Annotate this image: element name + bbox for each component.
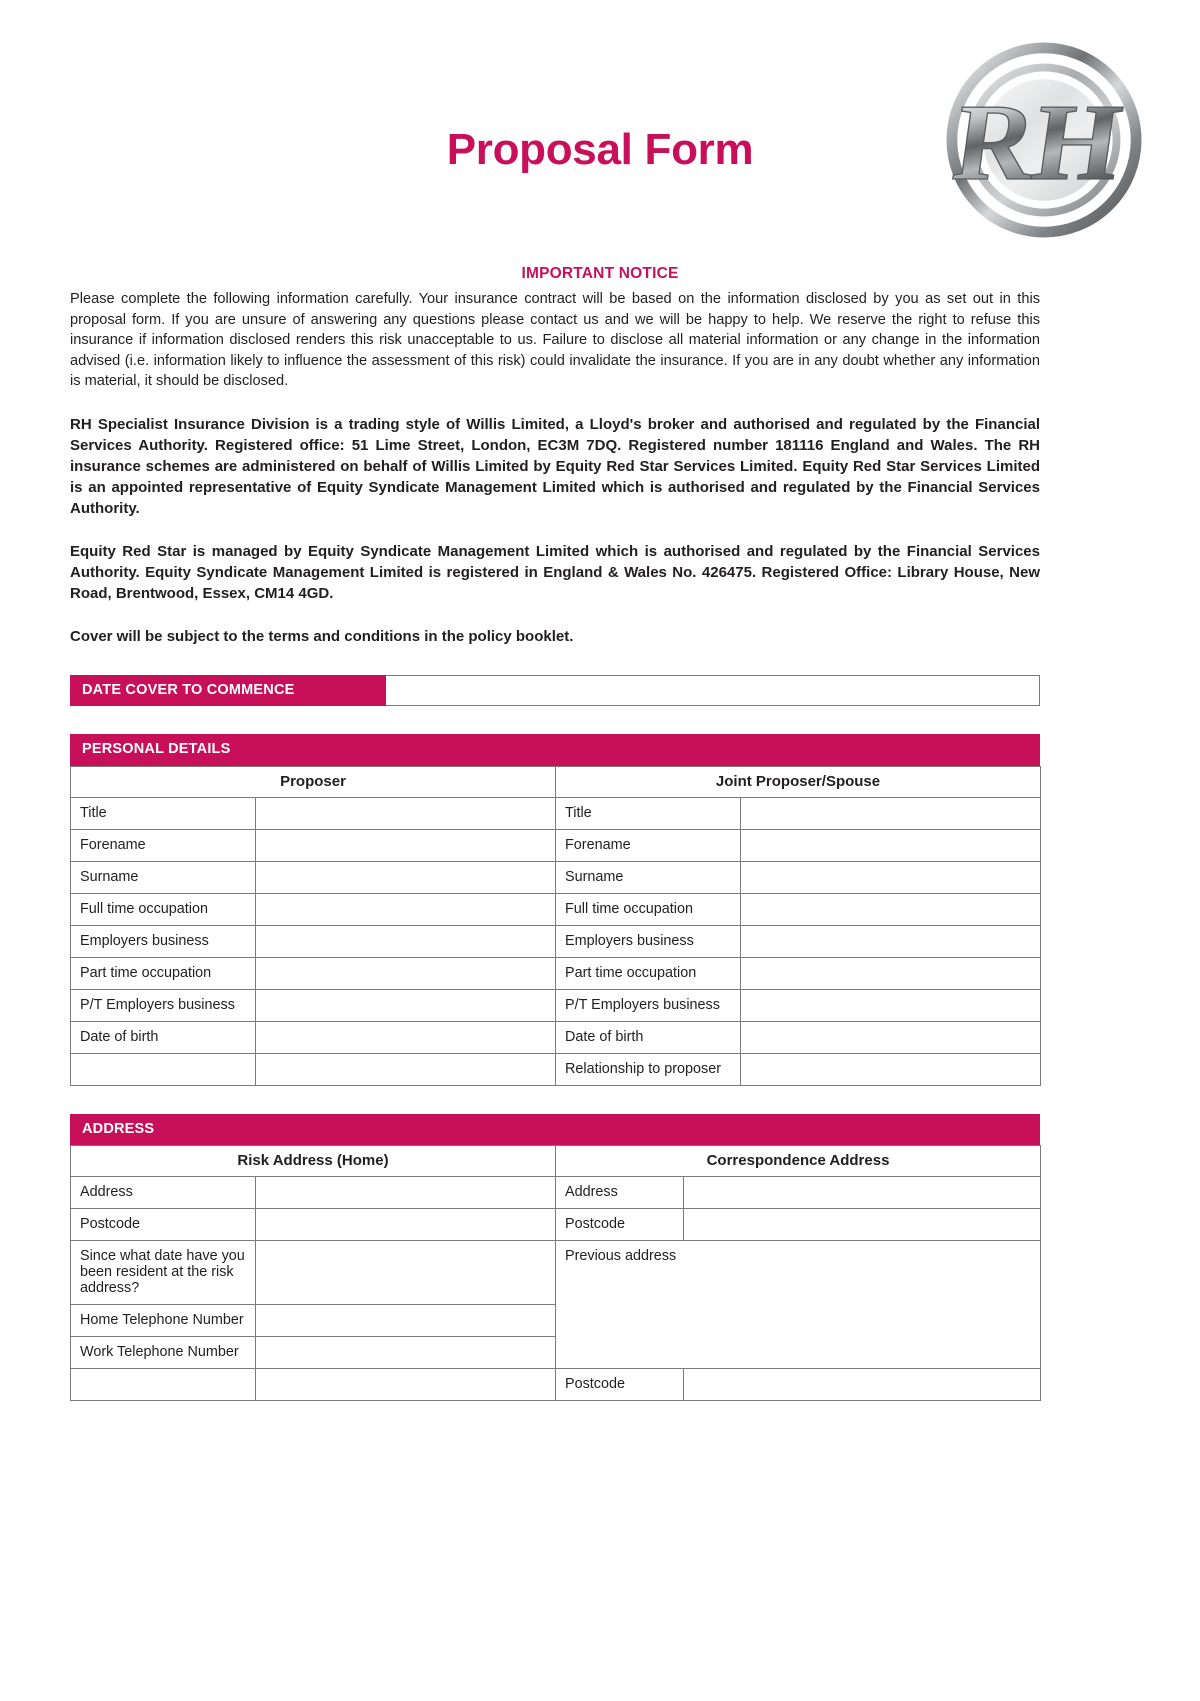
row-input-proposer[interactable] — [256, 925, 556, 957]
row-input-joint[interactable] — [741, 1021, 1041, 1053]
row-input-correspondence[interactable] — [684, 1369, 1041, 1401]
notice-paragraph: Please complete the following information carefully. Your insurance contract will be based on the information disclosed by you as set out in this proposal form. If you are unsure of answering any questions please contact us and we will be happy to help. We reserve the right to refuse this insurance if information disclosed renders this risk unacceptable to us. Failure to disclose all material information or any change in the information advised (i.e. information likely to influence the assessment of this risk) could invalidate the insurance. If you are in any doubt whether any information is material, it should be disclosed. — [70, 291, 1040, 389]
notice-block — [0, 265, 1200, 647]
proposer-column-header: Proposer — [71, 766, 556, 797]
row-label-joint: P/T Employers business — [556, 989, 741, 1021]
row-input-joint[interactable] — [741, 861, 1041, 893]
row-input-proposer[interactable] — [256, 797, 556, 829]
row-input-risk[interactable] — [256, 1337, 556, 1369]
row-input-joint[interactable] — [741, 925, 1041, 957]
address-table — [70, 1145, 1041, 1401]
row-label-correspondence: Address — [556, 1177, 684, 1209]
address-section — [70, 1114, 1040, 1402]
row-input-proposer[interactable] — [256, 861, 556, 893]
row-input-joint[interactable] — [741, 797, 1041, 829]
row-label-joint: Surname — [556, 861, 741, 893]
row-label-proposer: Part time occupation — [71, 957, 256, 989]
row-label-proposer: Employers business — [71, 925, 256, 957]
row-label-joint: Full time occupation — [556, 893, 741, 925]
row-input-risk[interactable] — [256, 1209, 556, 1241]
row-label-proposer: Full time occupation — [71, 893, 256, 925]
table-header-row — [71, 766, 1041, 797]
row-input-risk[interactable] — [256, 1177, 556, 1209]
row-label-risk-empty — [71, 1369, 256, 1401]
table-row — [71, 1209, 1041, 1241]
row-label-proposer: Surname — [71, 861, 256, 893]
date-cover-section — [70, 675, 1040, 707]
row-input-proposer[interactable] — [256, 957, 556, 989]
cover-terms-paragraph: Cover will be subject to the terms and conditions in the policy booklet. — [70, 627, 574, 645]
row-label-proposer: Date of birth — [71, 1021, 256, 1053]
joint-proposer-column-header: Joint Proposer/Spouse — [556, 766, 1041, 797]
row-input-proposer[interactable] — [256, 1021, 556, 1053]
rh-division-paragraph: RH Specialist Insurance Division is a trading style of Willis Limited, a Lloyd's broker and authorised and regulated by the Financial Services Authority. Registered office: 51 Lime Street, London, EC3M 7DQ. Registered number 181116 England and Wales. The RH insurance schemes are administered on behalf of Willis Limited by Equity Red Star Services Limited. Equity Red Star Services Limited is an appointed representative of Equity Syndicate Management Limited which is authorised and regulated by the Financial Services Authority. — [70, 415, 1040, 517]
table-row — [71, 1053, 1041, 1085]
address-heading: ADDRESS — [70, 1114, 1040, 1146]
row-label-joint: Relationship to proposer — [556, 1053, 741, 1085]
row-input-proposer[interactable] — [256, 989, 556, 1021]
personal-details-heading: PERSONAL DETAILS — [70, 734, 1040, 766]
page-title: Proposal Form — [446, 125, 754, 174]
row-label-proposer: Title — [71, 797, 256, 829]
row-label-joint: Title — [556, 797, 741, 829]
row-label-correspondence: Postcode — [556, 1369, 684, 1401]
svg-text:RH: RH — [946, 81, 1129, 204]
table-row — [71, 1177, 1041, 1209]
row-input-joint[interactable] — [741, 957, 1041, 989]
date-cover-label: DATE COVER TO COMMENCE — [70, 675, 386, 707]
table-row — [71, 957, 1041, 989]
row-input-proposer[interactable] — [256, 829, 556, 861]
table-row — [71, 989, 1041, 1021]
row-input-joint[interactable] — [741, 1053, 1041, 1085]
row-label-risk: Address — [71, 1177, 256, 1209]
table-row — [71, 829, 1041, 861]
row-input-correspondence[interactable] — [684, 1177, 1041, 1209]
row-label-proposer-empty — [71, 1053, 256, 1085]
table-row — [71, 1021, 1041, 1053]
row-input-proposer-empty — [256, 1053, 556, 1085]
row-label-joint: Date of birth — [556, 1021, 741, 1053]
row-label-joint: Forename — [556, 829, 741, 861]
date-cover-input[interactable] — [386, 675, 1040, 707]
personal-details-section — [70, 734, 1040, 1086]
row-input-risk[interactable] — [256, 1241, 556, 1305]
table-row — [71, 925, 1041, 957]
table-row — [71, 893, 1041, 925]
row-input-correspondence[interactable] — [684, 1209, 1041, 1241]
row-input-proposer[interactable] — [256, 893, 556, 925]
row-label-risk: Home Telephone Number — [71, 1305, 256, 1337]
row-label-correspondence: Postcode — [556, 1209, 684, 1241]
row-input-risk[interactable] — [256, 1305, 556, 1337]
risk-address-column-header: Risk Address (Home) — [71, 1146, 556, 1177]
table-row — [71, 1241, 1041, 1305]
table-row — [71, 861, 1041, 893]
table-row — [71, 1369, 1041, 1401]
row-label-previous-address[interactable]: Previous address — [556, 1241, 1041, 1369]
row-label-joint: Employers business — [556, 925, 741, 957]
row-input-joint[interactable] — [741, 989, 1041, 1021]
rh-logo-icon — [946, 42, 1142, 238]
row-input-risk-empty — [256, 1369, 556, 1401]
row-label-risk: Since what date have you been resident at the risk address? — [71, 1241, 256, 1305]
correspondence-address-column-header: Correspondence Address — [556, 1146, 1041, 1177]
row-label-risk: Postcode — [71, 1209, 256, 1241]
page-header — [0, 0, 1200, 265]
equity-red-star-paragraph: Equity Red Star is managed by Equity Syndicate Management Limited which is authorised and regulated by the Financial Services Authority. Equity Syndicate Management Limited is registered in England & Wales No. 426475. Registered Office: Library House, New Road, Brentwood, Essex, CM14 4GD. — [70, 542, 1040, 602]
table-header-row — [71, 1146, 1041, 1177]
row-input-joint[interactable] — [741, 893, 1041, 925]
important-notice-heading: IMPORTANT NOTICE — [521, 265, 679, 282]
row-label-risk: Work Telephone Number — [71, 1337, 256, 1369]
table-row — [71, 797, 1041, 829]
row-label-proposer: P/T Employers business — [71, 989, 256, 1021]
personal-details-table — [70, 766, 1041, 1086]
row-input-joint[interactable] — [741, 829, 1041, 861]
row-label-proposer: Forename — [71, 829, 256, 861]
row-label-joint: Part time occupation — [556, 957, 741, 989]
